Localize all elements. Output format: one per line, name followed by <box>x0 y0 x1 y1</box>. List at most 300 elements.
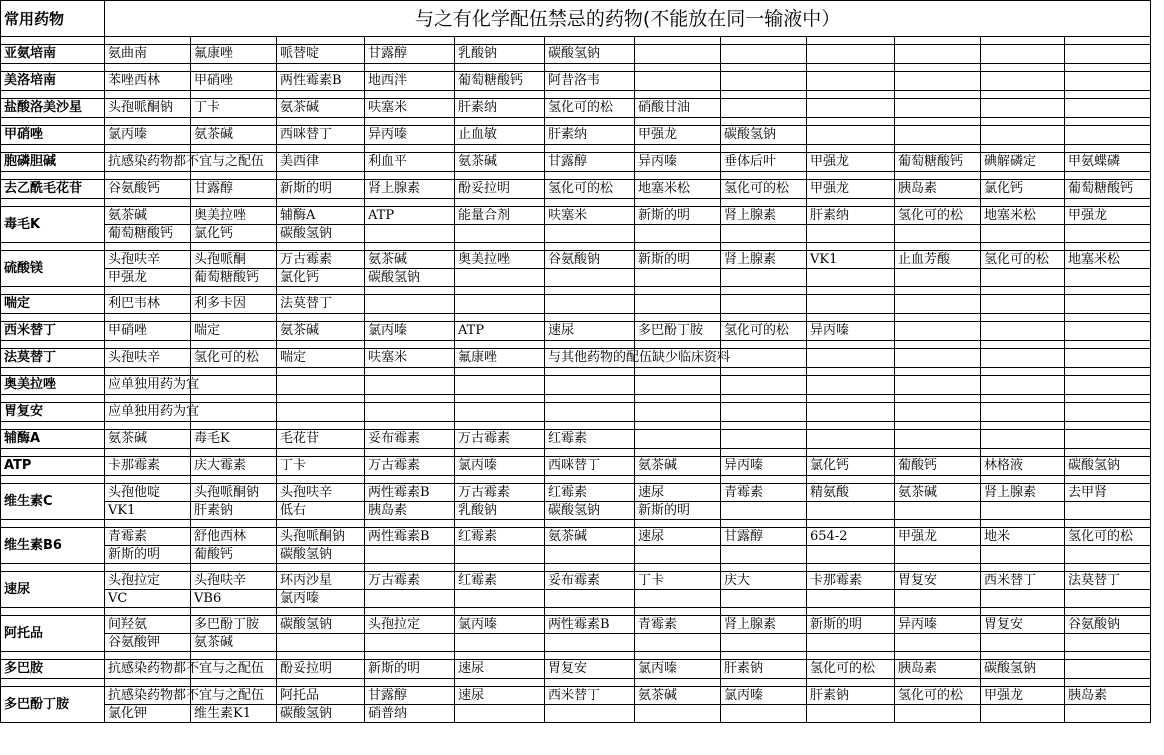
spacer-cell <box>365 679 455 687</box>
incompatible-drug-cell: 能量合剂 <box>455 207 545 225</box>
incompatible-drug-cell: 胰岛素 <box>365 502 455 520</box>
spacer-cell <box>455 476 545 484</box>
incompatible-drug-cell: 红霉素 <box>455 528 545 546</box>
spacer-cell <box>895 172 981 180</box>
incompatible-drug-cell: 异丙嗪 <box>635 153 721 172</box>
spacer-cell <box>1065 520 1151 528</box>
spacer-cell <box>191 341 277 349</box>
incompatible-drug-cell: 甘露醇 <box>545 153 635 172</box>
spacer-cell <box>1065 91 1151 99</box>
spacer-cell <box>807 520 895 528</box>
incompatible-drug-cell: 氨茶碱 <box>277 322 365 341</box>
incompatible-drug-cell: 甘露醇 <box>365 45 455 64</box>
spacer-cell <box>365 314 455 322</box>
spacer-cell <box>1065 476 1151 484</box>
incompatible-drug-cell: 乳酸钠 <box>455 502 545 520</box>
incompatible-drug-cell: 胰岛素 <box>1065 687 1151 705</box>
spacer-cell <box>1065 64 1151 72</box>
empty-cell <box>895 590 981 608</box>
spacer-cell <box>807 422 895 430</box>
incompatible-drug-cell: 甲硝唑 <box>191 72 277 91</box>
incompatible-drug-cell: 速尿 <box>455 660 545 679</box>
spacer-cell <box>455 679 545 687</box>
spacer-row <box>1 422 1151 430</box>
spacer-cell <box>721 243 807 251</box>
spacer-cell <box>191 520 277 528</box>
empty-cell <box>721 225 807 243</box>
spacer-cell <box>277 118 365 126</box>
incompatible-drug-cell: 葡酸钙 <box>191 546 277 564</box>
incompatible-drug-cell: 头孢拉定 <box>365 616 455 634</box>
spacer-row <box>1 368 1151 376</box>
incompatible-drug-cell: 地塞米松 <box>981 207 1065 225</box>
spacer-cell <box>1065 395 1151 403</box>
incompatible-drug-cell: 卡那霉素 <box>807 572 895 590</box>
incompatible-drug-cell: 万古霉素 <box>365 457 455 476</box>
spacer-cell <box>635 91 721 99</box>
incompatible-drug-cell: 氨茶碱 <box>455 153 545 172</box>
incompatible-drug-cell: 氢化可的松 <box>807 660 895 679</box>
spacer-cell <box>807 145 895 153</box>
spacer-cell <box>721 37 807 45</box>
incompatible-drug-cell: 甲强龙 <box>1065 207 1151 225</box>
empty-cell <box>981 349 1065 368</box>
drug-row <box>1 705 1151 723</box>
incompatible-drug-cell: 甲强龙 <box>981 687 1065 705</box>
incompatible-drug-cell: ATP <box>455 322 545 341</box>
empty-cell <box>365 225 455 243</box>
drug-row <box>1 590 1151 608</box>
incompatible-drug-cell: 头孢哌酮钠 <box>191 484 277 502</box>
spacer-row <box>1 520 1151 528</box>
spacer-cell <box>1065 37 1151 45</box>
empty-cell <box>721 72 807 91</box>
spacer-cell <box>191 91 277 99</box>
incompatible-drug-cell: 氯化钾 <box>105 705 191 723</box>
incompatible-drug-cell: 氢化可的松 <box>895 207 981 225</box>
incompatible-drug-cell: 氢化可的松 <box>721 180 807 199</box>
drug-name: 亚氨培南 <box>1 45 105 64</box>
spacer-cell <box>981 145 1065 153</box>
spacer-row <box>1 608 1151 616</box>
spacer-cell <box>1 91 105 99</box>
drug-name: 喘定 <box>1 295 105 314</box>
incompatible-drug-cell: VC <box>105 590 191 608</box>
incompatible-drug-cell: 葡萄糖酸钙 <box>1065 180 1151 199</box>
spacer-cell <box>807 287 895 295</box>
incompatible-drug-cell: 氨茶碱 <box>277 99 365 118</box>
drug-name: 美洛培南 <box>1 72 105 91</box>
spacer-cell <box>105 395 191 403</box>
empty-cell <box>635 269 721 287</box>
spacer-cell <box>545 520 635 528</box>
spacer-cell <box>721 520 807 528</box>
spacer-cell <box>635 679 721 687</box>
spacer-cell <box>545 287 635 295</box>
incompatible-drug-cell: 甲强龙 <box>807 153 895 172</box>
spacer-cell <box>277 652 365 660</box>
empty-cell <box>277 376 365 395</box>
drug-name: 西米替丁 <box>1 322 105 341</box>
empty-cell <box>1065 269 1151 287</box>
incompatible-drug-cell: 环丙沙星 <box>277 572 365 590</box>
drug-name: 毒毛K <box>1 207 105 243</box>
spacer-cell <box>1065 341 1151 349</box>
incompatible-drug-cell: 速尿 <box>635 484 721 502</box>
empty-cell <box>455 225 545 243</box>
spacer-cell <box>365 449 455 457</box>
empty-cell <box>721 99 807 118</box>
spacer-cell <box>105 118 191 126</box>
spacer-cell <box>895 652 981 660</box>
incompatible-drug-cell: 氟康唑 <box>191 45 277 64</box>
spacer-cell <box>277 172 365 180</box>
drug-row <box>1 484 1151 502</box>
empty-cell <box>807 72 895 91</box>
spacer-cell <box>895 341 981 349</box>
spacer-cell <box>191 314 277 322</box>
incompatible-drug-cell: 谷氨酸钙 <box>105 180 191 199</box>
spacer-cell <box>455 395 545 403</box>
incompatible-drug-cell: 丁卡 <box>277 457 365 476</box>
spacer-cell <box>981 395 1065 403</box>
header-title: 与之有化学配伍禁忌的药物(不能放在同一输液中） <box>105 1 1151 37</box>
spacer-cell <box>105 37 191 45</box>
incompatible-drug-cell: 止血芳酸 <box>895 251 981 269</box>
spacer-cell <box>981 341 1065 349</box>
incompatible-drug-cell: 红霉素 <box>545 430 635 449</box>
empty-cell <box>1065 225 1151 243</box>
incompatible-drug-cell: 碳酸氢钠 <box>277 546 365 564</box>
spacer-cell <box>105 520 191 528</box>
spacer-cell <box>191 652 277 660</box>
spacer-cell <box>191 449 277 457</box>
incompatible-drug-cell: 精氨酸 <box>807 484 895 502</box>
spacer-cell <box>455 652 545 660</box>
empty-cell <box>1065 590 1151 608</box>
spacer-cell <box>105 608 191 616</box>
spacer-cell <box>191 118 277 126</box>
spacer-cell <box>807 243 895 251</box>
drug-row <box>1 660 1151 679</box>
empty-cell <box>807 269 895 287</box>
spacer-cell <box>191 476 277 484</box>
incompatible-drug-cell: 谷氨酸钠 <box>1065 616 1151 634</box>
spacer-cell <box>635 287 721 295</box>
spacer-cell <box>981 91 1065 99</box>
spacer-cell <box>105 422 191 430</box>
spacer-row <box>1 118 1151 126</box>
empty-cell <box>1065 322 1151 341</box>
incompatible-drug-cell: 硝普纳 <box>365 705 455 723</box>
spacer-cell <box>105 652 191 660</box>
incompatible-drug-cell: ATP <box>365 207 455 225</box>
spacer-cell <box>807 172 895 180</box>
drug-name: ATP <box>1 457 105 476</box>
empty-cell <box>895 502 981 520</box>
empty-cell <box>981 269 1065 287</box>
spacer-cell <box>105 679 191 687</box>
spacer-cell <box>635 145 721 153</box>
incompatible-drug-cell: 葡萄糖酸钙 <box>105 225 191 243</box>
spacer-cell <box>635 341 721 349</box>
spacer-cell <box>635 199 721 207</box>
empty-cell <box>981 126 1065 145</box>
incompatible-drug-cell: 新斯的明 <box>635 502 721 520</box>
spacer-cell <box>191 395 277 403</box>
drug-row <box>1 126 1151 145</box>
drug-row <box>1 403 1151 422</box>
spacer-cell <box>105 287 191 295</box>
incompatible-drug-cell: 西米替丁 <box>981 572 1065 590</box>
empty-cell <box>981 590 1065 608</box>
empty-cell <box>277 403 365 422</box>
incompatible-drug-cell: 碳酸氢钠 <box>277 225 365 243</box>
empty-cell <box>1065 126 1151 145</box>
spacer-cell <box>981 564 1065 572</box>
spacer-cell <box>1065 368 1151 376</box>
spacer-cell <box>721 679 807 687</box>
incompatible-drug-cell: 氨曲南 <box>105 45 191 64</box>
spacer-cell <box>191 564 277 572</box>
spacer-cell <box>277 679 365 687</box>
empty-cell <box>455 269 545 287</box>
spacer-cell <box>1 64 105 72</box>
spacer-cell <box>545 199 635 207</box>
spacer-cell <box>545 91 635 99</box>
spacer-cell <box>807 449 895 457</box>
empty-cell <box>721 45 807 64</box>
spacer-cell <box>105 314 191 322</box>
incompatible-drug-cell: 氯丙嗪 <box>721 687 807 705</box>
empty-cell <box>545 590 635 608</box>
empty-cell <box>455 546 545 564</box>
spacer-cell <box>277 520 365 528</box>
incompatible-drug-cell: 丁卡 <box>191 99 277 118</box>
empty-cell <box>1065 660 1151 679</box>
incompatible-drug-cell: 甲氨蝶磷 <box>1065 153 1151 172</box>
spacer-cell <box>455 564 545 572</box>
empty-cell <box>545 376 635 395</box>
drug-name: 速尿 <box>1 572 105 608</box>
spacer-cell <box>545 37 635 45</box>
incompatible-drug-cell: 两性霉素B <box>365 484 455 502</box>
spacer-cell <box>635 314 721 322</box>
spacer-cell <box>105 341 191 349</box>
incompatible-drug-cell: 氯化钙 <box>191 225 277 243</box>
incompatible-drug-cell: 氢化可的松 <box>895 687 981 705</box>
spacer-cell <box>1 652 105 660</box>
spacer-cell <box>1 37 105 45</box>
incompatible-drug-cell: 毛花苷 <box>277 430 365 449</box>
spacer-cell <box>455 422 545 430</box>
spacer-cell <box>1 314 105 322</box>
incompatible-drug-cell: 两性霉素B <box>277 72 365 91</box>
empty-cell <box>807 349 895 368</box>
spacer-cell <box>365 608 455 616</box>
empty-cell <box>545 225 635 243</box>
empty-cell <box>895 295 981 314</box>
incompatible-drug-cell: 呋塞米 <box>365 99 455 118</box>
spacer-cell <box>545 243 635 251</box>
spacer-cell <box>365 476 455 484</box>
incompatible-drug-cell: 甲强龙 <box>895 528 981 546</box>
spacer-cell <box>895 395 981 403</box>
spacer-row <box>1 145 1151 153</box>
incompatible-drug-cell: 间羟氨 <box>105 616 191 634</box>
incompatible-drug-cell: 哌替啶 <box>277 45 365 64</box>
incompatible-drug-cell: 谷氨酸钠 <box>545 251 635 269</box>
spacer-cell <box>277 314 365 322</box>
spacer-cell <box>721 608 807 616</box>
empty-cell <box>981 225 1065 243</box>
incompatible-drug-cell: 氢化可的松 <box>981 251 1065 269</box>
empty-cell <box>721 590 807 608</box>
spacer-cell <box>455 91 545 99</box>
incompatible-drug-cell: 肝素钠 <box>191 502 277 520</box>
spacer-cell <box>1 341 105 349</box>
spacer-cell <box>105 199 191 207</box>
incompatible-drug-cell: 氨茶碱 <box>895 484 981 502</box>
incompatible-drug-cell: 应单独用药为宜 <box>105 403 191 422</box>
spacer-cell <box>721 314 807 322</box>
incompatible-drug-cell: 氨茶碱 <box>635 457 721 476</box>
spacer-cell <box>895 679 981 687</box>
incompatible-drug-cell: 垂体后叶 <box>721 153 807 172</box>
spacer-cell <box>1 476 105 484</box>
spacer-cell <box>545 314 635 322</box>
spacer-cell <box>1 243 105 251</box>
incompatible-drug-cell: 地塞米松 <box>635 180 721 199</box>
spacer-cell <box>545 118 635 126</box>
incompatible-drug-cell: 甲强龙 <box>105 269 191 287</box>
empty-cell <box>895 322 981 341</box>
drug-row <box>1 457 1151 476</box>
drug-row <box>1 72 1151 91</box>
empty-cell <box>895 349 981 368</box>
spacer-cell <box>895 608 981 616</box>
empty-cell <box>545 546 635 564</box>
empty-cell <box>807 546 895 564</box>
incompatible-drug-cell: 苯唑西林 <box>105 72 191 91</box>
empty-cell <box>895 72 981 91</box>
incompatible-drug-cell: 头孢哌酮钠 <box>105 99 191 118</box>
spacer-cell <box>895 314 981 322</box>
spacer-cell <box>981 287 1065 295</box>
empty-cell <box>1065 349 1151 368</box>
spacer-cell <box>807 652 895 660</box>
incompatible-drug-cell: 红霉素 <box>455 572 545 590</box>
drug-row <box>1 269 1151 287</box>
empty-cell <box>895 45 981 64</box>
spacer-cell <box>1 287 105 295</box>
spacer-cell <box>105 145 191 153</box>
incompatible-drug-cell: 氯化钙 <box>277 269 365 287</box>
spacer-row <box>1 314 1151 322</box>
incompatible-drug-cell: 甘露醇 <box>365 687 455 705</box>
spacer-cell <box>1 422 105 430</box>
drug-row <box>1 180 1151 199</box>
empty-cell <box>895 705 981 723</box>
spacer-cell <box>105 172 191 180</box>
spacer-row <box>1 64 1151 72</box>
incompatible-drug-cell: 青霉素 <box>105 528 191 546</box>
spacer-cell <box>1065 564 1151 572</box>
drug-name: 盐酸洛美沙星 <box>1 99 105 118</box>
spacer-cell <box>721 368 807 376</box>
header-common-drug: 常用药物 <box>1 1 105 37</box>
incompatible-drug-cell: 地西泮 <box>365 72 455 91</box>
empty-cell <box>1065 99 1151 118</box>
incompatible-drug-cell: 氯化钙 <box>807 457 895 476</box>
spacer-cell <box>545 449 635 457</box>
empty-cell <box>807 225 895 243</box>
spacer-cell <box>455 243 545 251</box>
spacer-cell <box>365 243 455 251</box>
incompatible-drug-cell: 青霉素 <box>635 616 721 634</box>
incompatible-drug-cell: 肝素钠 <box>807 687 895 705</box>
spacer-cell <box>635 64 721 72</box>
empty-cell <box>1065 502 1151 520</box>
drug-row <box>1 616 1151 634</box>
incompatible-drug-cell: 呋塞米 <box>365 349 455 368</box>
incompatible-drug-cell: 肝素纳 <box>807 207 895 225</box>
incompatible-drug-cell: 两性霉素B <box>365 528 455 546</box>
incompatible-drug-cell: 两性霉素B <box>545 616 635 634</box>
incompatible-drug-cell: 抗感染药物都不宜与之配伍 <box>105 687 191 705</box>
spacer-cell <box>807 679 895 687</box>
incompatible-drug-cell: 氯丙嗪 <box>277 590 365 608</box>
empty-cell <box>981 72 1065 91</box>
incompatible-drug-cell: 利多卡因 <box>191 295 277 314</box>
empty-cell <box>807 590 895 608</box>
empty-cell <box>807 295 895 314</box>
spacer-cell <box>455 314 545 322</box>
empty-cell <box>365 546 455 564</box>
spacer-cell <box>1 564 105 572</box>
incompatible-drug-cell: 新斯的明 <box>635 251 721 269</box>
incompatible-drug-cell: 谷氨酸钾 <box>105 634 191 652</box>
spacer-cell <box>807 564 895 572</box>
spacer-cell <box>365 422 455 430</box>
incompatible-drug-cell: 氟康唑 <box>455 349 545 368</box>
incompatible-drug-cell: VK1 <box>105 502 191 520</box>
spacer-cell <box>105 91 191 99</box>
incompatible-drug-cell: 异丙嗪 <box>807 322 895 341</box>
incompatible-drug-cell: 甘露醇 <box>721 528 807 546</box>
incompatible-drug-cell: 胃复安 <box>981 616 1065 634</box>
spacer-cell <box>807 118 895 126</box>
spacer-cell <box>455 287 545 295</box>
drug-row <box>1 153 1151 172</box>
empty-cell <box>1065 45 1151 64</box>
header-row <box>1 1 1151 37</box>
spacer-cell <box>721 145 807 153</box>
incompatible-drug-cell: 阿昔洛韦 <box>545 72 635 91</box>
incompatible-drug-cell: 头孢哌酮钠 <box>277 528 365 546</box>
spacer-cell <box>545 652 635 660</box>
spacer-cell <box>635 118 721 126</box>
incompatible-drug-cell: 胃复安 <box>895 572 981 590</box>
incompatible-drug-cell: 碳酸氢钠 <box>545 45 635 64</box>
empty-cell <box>895 269 981 287</box>
spacer-cell <box>635 652 721 660</box>
incompatible-drug-cell: 抗感染药物都不宜与之配伍 <box>105 660 191 679</box>
incompatible-drug-cell: 新斯的明 <box>807 616 895 634</box>
empty-cell <box>721 705 807 723</box>
spacer-cell <box>1 395 105 403</box>
spacer-cell <box>1065 243 1151 251</box>
